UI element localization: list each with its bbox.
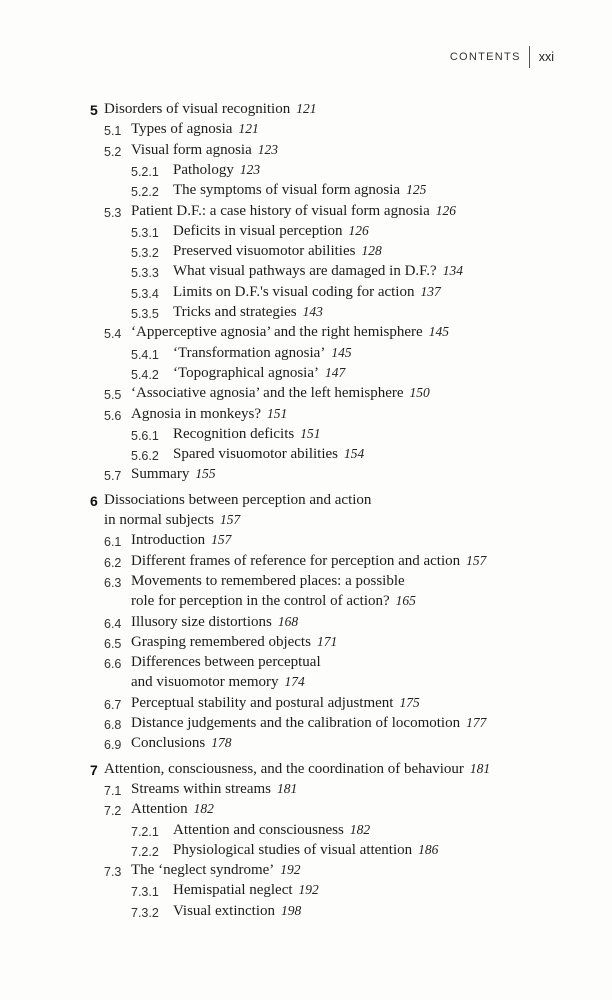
toc-entry-title: Summary: [131, 466, 190, 483]
toc-entry-title: Movements to remembered places: a possible: [131, 572, 405, 589]
running-head-divider: [529, 46, 530, 68]
toc-entry-number: 6.9: [104, 738, 122, 753]
toc-entry-title: The ‘neglect syndrome’: [131, 862, 275, 879]
toc-entry-page: 155: [195, 466, 216, 482]
toc-entry-title: and visuomotor memory: [131, 674, 279, 691]
toc-entry-number: 7.1: [104, 783, 122, 798]
toc-entry-title: Dissociations between perception and action: [104, 491, 372, 508]
toc-entry-title: Visual extinction: [173, 902, 275, 919]
toc-entry-title: Differences between perceptual: [131, 654, 321, 671]
toc-entry-title: Hemispatial neglect: [173, 882, 293, 899]
toc-entry-page: 125: [406, 182, 427, 198]
toc-entry-title: ‘Transformation agnosia’: [173, 344, 326, 361]
toc-entry-number: 6.4: [104, 616, 122, 631]
toc-entry-title: ‘Associative agnosia’ and the left hemisphere: [131, 385, 404, 402]
toc-entry-page: 177: [466, 715, 487, 730]
toc-entry-title: Tricks and strategies: [173, 304, 297, 320]
toc-entry-title: Deficits in visual perception: [173, 222, 343, 239]
toc-entry-title: Streams within streams: [131, 780, 271, 797]
toc-entry-number: 5.4: [104, 327, 122, 342]
toc-entry-page: 123: [239, 161, 261, 177]
toc-entry-page: 182: [349, 821, 371, 837]
toc-entry-page: 192: [280, 862, 301, 878]
toc-entry-title: Patient D.F.: a case history of visual form agnosia: [131, 202, 430, 219]
toc-entry-number: 7.2.2: [131, 844, 159, 859]
toc-entry-page: 192: [298, 882, 319, 898]
toc-entry-page: 123: [257, 141, 278, 157]
toc-entry-number: 5.3.5: [131, 307, 159, 321]
toc-entry-title: Illusory size distortions: [131, 613, 272, 630]
toc-entry-title: Spared visuomotor abilities: [173, 446, 338, 463]
toc-entry-page: 126: [435, 202, 456, 218]
toc-entry-number: 5.4.2: [131, 367, 159, 382]
toc-entry-page: 137: [420, 283, 441, 299]
toc-entry-title: Conclusions: [131, 735, 206, 752]
toc-entry-page: 186: [418, 841, 439, 857]
toc-entry-page: 145: [428, 324, 449, 340]
toc-entry-number: 5.7: [104, 469, 122, 484]
toc-entry-page: 175: [399, 694, 420, 710]
toc-entry-title: Perceptual stability and postural adjustment: [131, 694, 394, 711]
toc-entry-page: 174: [284, 674, 305, 690]
toc-entry-title: Introduction: [131, 532, 206, 549]
toc-entry-page: 145: [331, 344, 352, 360]
toc-entry-title: in normal subjects: [104, 512, 214, 528]
toc-entry-number: 6.3: [104, 575, 122, 590]
toc-entry-number: 6.7: [104, 697, 122, 712]
running-head-label: CONTENTS: [449, 51, 521, 63]
toc-entry-title: Grasping remembered objects: [131, 633, 311, 650]
toc-entry-number: 7.3: [104, 865, 122, 880]
toc-entry-number: 6.5: [104, 636, 122, 651]
page-number: xxi: [538, 50, 554, 64]
toc-entry-title: ‘Topographical agnosia’: [173, 364, 319, 381]
toc-entry-number: 5.2.2: [131, 185, 159, 200]
toc-entry-title: Distance judgements and the calibration of locomotion: [131, 715, 461, 731]
toc-entry-number: 5.3.2: [131, 246, 159, 261]
toc-entry-title: Attention and consciousness: [173, 821, 344, 838]
toc-entry-number: 5.2.1: [131, 164, 159, 179]
toc-entry-page: 157: [219, 512, 241, 527]
toc-entry-title: Pathology: [173, 161, 234, 178]
toc-entry-title: role for perception in the control of action?: [131, 593, 390, 610]
toc-entry-number: 5.3: [104, 205, 122, 220]
toc-entry-number: 6.6: [104, 657, 122, 672]
toc-entry-number: 7.2.1: [131, 824, 159, 839]
toc-entry-page: 154: [343, 446, 365, 462]
toc-entry-title: Visual form agnosia: [131, 141, 252, 158]
toc-entry-title: The symptoms of visual form agnosia: [173, 182, 401, 199]
toc-entry-page: 151: [266, 405, 288, 421]
toc-entry-page: 181: [469, 760, 491, 776]
toc-entry-page: 157: [466, 552, 487, 568]
toc-entry-page: 157: [211, 532, 232, 548]
toc-entry-page: 143: [302, 304, 323, 319]
toc-entry-number: 7: [90, 761, 98, 778]
toc-entry-page: 165: [395, 593, 416, 609]
toc-entry-title: Disorders of visual recognition: [104, 101, 291, 117]
toc-entry-number: 7.2: [104, 804, 122, 819]
toc-entry-number: 7.3.2: [131, 905, 159, 920]
toc-entry-page: 147: [324, 364, 346, 380]
toc-entry-page: 198: [281, 902, 302, 918]
toc-entry-number: 5.6.2: [131, 449, 159, 464]
toc-entry-page: 181: [276, 780, 298, 796]
toc-entry-page: 128: [361, 243, 382, 259]
toc-entry-number: 5.4.1: [131, 347, 159, 362]
toc-entry-page: 134: [442, 263, 463, 279]
toc-entry-number: 6.2: [104, 555, 122, 570]
toc-entry-number: 6.1: [104, 535, 122, 550]
toc-entry-number: 5.6: [104, 408, 122, 423]
toc-entry-number: 5.1: [104, 124, 122, 139]
toc-entry-page: 182: [193, 801, 214, 817]
toc-entry-title: Recognition deficits: [173, 425, 295, 442]
toc-entry-number: 5.3.1: [131, 225, 159, 240]
toc-entry-title: Agnosia in monkeys?: [131, 405, 261, 422]
toc-entry-title: What visual pathways are damaged in D.F.?: [173, 263, 437, 280]
toc-entry-title: ‘Apperceptive agnosia’ and the right hemisphere: [131, 324, 423, 341]
toc-entry-page: 151: [300, 425, 321, 441]
toc-entry-number: 5.3.3: [131, 266, 159, 281]
toc-entry-page: 126: [348, 222, 369, 238]
toc-entry-number: 6: [90, 492, 98, 509]
toc-entry-title: Limits on D.F.'s visual coding for action: [173, 283, 415, 300]
toc-entry-title: Preserved visuomotor abilities: [173, 243, 356, 260]
toc-entry-page: 171: [316, 633, 338, 649]
toc-entry-title: Attention: [131, 801, 188, 818]
toc-entry-number: 5: [90, 102, 98, 118]
toc-entry-number: 6.8: [104, 718, 122, 732]
running-head: [450, 46, 554, 68]
toc-entry-title: Types of agnosia: [131, 121, 233, 138]
toc-entry-title: Different frames of reference for perception and action: [131, 552, 461, 569]
toc-entry-title: Physiological studies of visual attention: [173, 841, 413, 858]
toc-entry-title: Attention, consciousness, and the coordination of behaviour: [104, 760, 464, 777]
toc-entry-number: 7.3.1: [131, 885, 159, 900]
toc-entry-number: 5.2: [104, 144, 122, 159]
toc-entry-page: 150: [409, 385, 430, 401]
toc-entry-number: 5.3.4: [131, 286, 159, 301]
toc-entry-number: 5.5: [104, 388, 122, 403]
toc-entry-page: 121: [296, 101, 317, 116]
toc-entry-page: 168: [277, 613, 299, 629]
toc-entry-page: 178: [211, 735, 232, 751]
toc-entry-number: 5.6.1: [131, 428, 159, 443]
toc-entry-page: 121: [238, 121, 259, 137]
